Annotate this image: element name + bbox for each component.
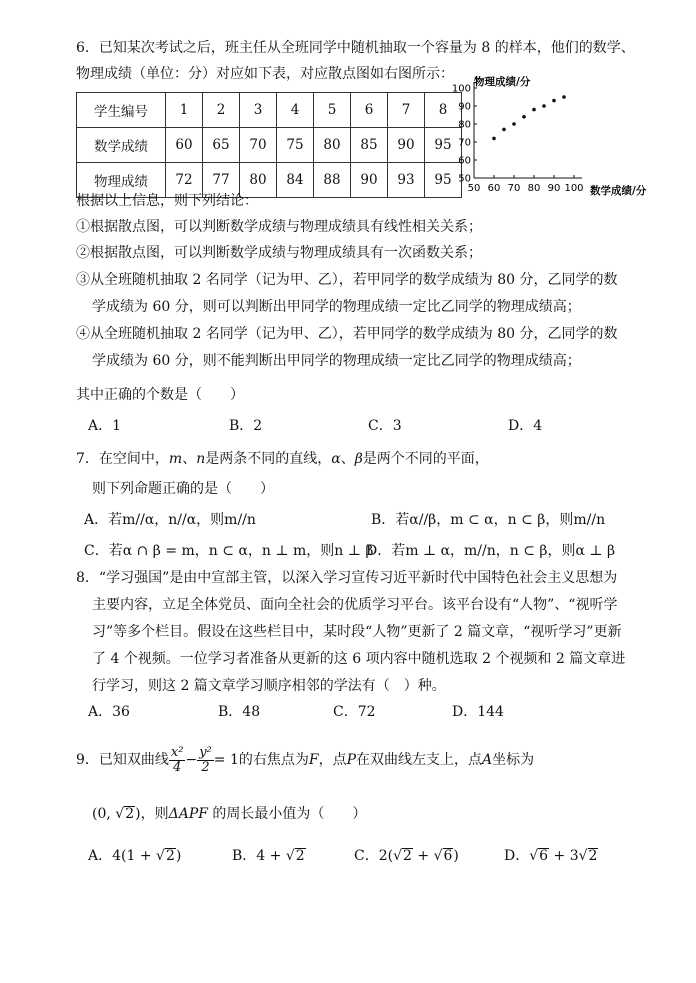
q7-var-m: m	[168, 451, 183, 467]
q7-stem	[76, 449, 489, 469]
q8-line4: 了 4 个视频。一位学习者准备从更新的这 6 项内容中随机选取 2 个视频和 2 篇文章进	[92, 651, 626, 667]
q7-option-c: C．若α ∩ β = m，n ⊂ α，n ⊥ m，则n ⊥ β	[84, 543, 374, 559]
q6-conclusion-3b: 学成绩为 60 分，则可以判断出甲同学的物理成绩一定比乙同学的物理成绩高；	[92, 299, 581, 315]
sqrt-radicand: 2	[165, 848, 175, 864]
scatter-point	[522, 115, 526, 119]
table-cell: 85	[351, 128, 388, 163]
option-text: D．	[504, 848, 530, 864]
q6-conclusion-4b: 学成绩为 60 分，则不能判断出甲同学的物理成绩一定比乙同学的物理成绩高；	[92, 353, 581, 369]
y-tick-label: 70	[458, 137, 471, 149]
q8-line5: 行学习，则这 2 篇文章学习顺序相邻的学法有（ ）种。	[92, 678, 446, 694]
q6-stem-line2: 物理成绩（单位：分）对应如下表，对应散点图如右图所示：	[76, 66, 454, 82]
q7-stem-text: 、	[340, 451, 355, 467]
x-tick-label: 50	[467, 183, 481, 194]
q9-point-text: (0,	[92, 806, 116, 822]
table-cell: 5	[314, 93, 351, 128]
table-cell: 7	[388, 93, 425, 128]
x-tick-label: 90	[547, 183, 561, 194]
q8-option-b: B．48	[218, 704, 261, 720]
q6-option-d: D．4	[508, 418, 543, 434]
q9-stem-text: = 1的右焦点为	[213, 752, 309, 768]
scatter-point	[542, 104, 546, 108]
scatter-point	[512, 122, 516, 126]
row-header: 物理成绩	[77, 163, 166, 198]
q6-question: 其中正确的个数是（ ）	[76, 387, 244, 403]
q8-option-d: D．144	[452, 704, 504, 720]
option-text: A．4(1 +	[88, 848, 157, 864]
q6-conclusion-3a: ③从全班随机抽取 2 名同学（记为甲、乙），若甲同学的数学成绩为 80 分，乙同学的数	[76, 272, 618, 288]
option-text: +	[412, 848, 434, 864]
sqrt-radicand: 2	[125, 806, 135, 822]
q9-option-b: B．4 + √2	[232, 848, 305, 864]
q9-option-a: A．4(1 + √2)	[88, 848, 182, 864]
y-tick-label: 60	[458, 155, 471, 167]
row-header: 学生编号	[77, 93, 166, 128]
q9-var-a: A	[482, 752, 493, 768]
q8-option-c: C．72	[333, 704, 376, 720]
q7-var-beta: β	[354, 451, 363, 467]
option-text: )	[175, 848, 182, 864]
q6-conclusion-2: ②根据散点图，可以判断数学成绩与物理成绩具有一次函数关系；	[76, 245, 482, 261]
fraction-x	[169, 746, 186, 775]
q7-stem-line2: 则下列命题正确的是（ ）	[92, 481, 274, 497]
q6-lead: 根据以上信息，则下列结论：	[76, 193, 258, 209]
q9-stem-text: 在双曲线左支上，点	[356, 752, 482, 768]
fraction-denominator: 2	[201, 759, 210, 775]
row-header: 数学成绩	[77, 128, 166, 163]
q9-option-c: C．2(√2 + √6)	[354, 848, 459, 864]
table-cell: 93	[388, 163, 425, 198]
q9-option-d: D．√6 + 3√2	[504, 848, 598, 864]
q6-option-c: C．3	[368, 418, 402, 434]
fraction-y	[197, 746, 214, 775]
table-cell: 80	[240, 163, 277, 198]
table-cell: 6	[351, 93, 388, 128]
x-tick-label: 70	[507, 183, 521, 194]
table-cell: 2	[203, 93, 240, 128]
q7-stem-text: 是两个不同的平面，	[362, 451, 489, 467]
q6-conclusion-4a: ④从全班随机抽取 2 名同学（记为甲、乙），若甲同学的数学成绩为 80 分，乙同学的数	[76, 326, 618, 342]
option-text: B．4 +	[232, 848, 286, 864]
table-cell: 75	[277, 128, 314, 163]
scatter-point	[492, 137, 496, 141]
table-cell: 70	[240, 128, 277, 163]
q9-stem	[76, 742, 534, 778]
x-tick-label: 80	[527, 183, 541, 194]
sqrt-radicand: 6	[539, 848, 549, 864]
table-cell: 95	[425, 163, 462, 198]
scatter-point	[502, 128, 506, 132]
scatter-plot	[452, 70, 664, 202]
y-axis-label: 物理成绩/分	[474, 76, 531, 88]
option-text: + 3	[549, 848, 579, 864]
table-cell: 4	[277, 93, 314, 128]
q6-option-a: A．1	[88, 418, 122, 434]
scatter-point	[532, 108, 536, 112]
q7-var-n: n	[196, 451, 206, 467]
score-table	[76, 92, 462, 198]
fraction-numerator: y²	[199, 744, 212, 760]
q7-var-alpha: α	[331, 451, 341, 467]
table-row	[77, 93, 462, 128]
q7-stem-text: 、	[182, 451, 197, 467]
q6-conclusion-1: ①根据散点图，可以判断数学成绩与物理成绩具有线性相关关系；	[76, 219, 482, 235]
q9-var-f: F	[308, 752, 319, 768]
sqrt-radicand: 6	[443, 848, 453, 864]
x-tick-label: 100	[564, 183, 584, 194]
table-cell: 8	[425, 93, 462, 128]
x-axis-label: 数学成绩/分	[590, 185, 647, 197]
q7-stem-text: 是两条不同的直线，	[205, 451, 332, 467]
y-tick-label: 50	[458, 173, 471, 185]
y-tick-label: 100	[452, 83, 471, 95]
q9-stem-text: 9．已知双曲线	[76, 752, 169, 768]
table-cell: 84	[277, 163, 314, 198]
q9-var-p: P	[346, 752, 356, 768]
table-cell: 90	[351, 163, 388, 198]
q9-triangle: ΔAPF	[168, 806, 208, 822]
x-tick-label: 60	[487, 183, 501, 194]
option-text: C．2(	[354, 848, 394, 864]
table-cell: 88	[314, 163, 351, 198]
q9-question: 的周长最小值为（ ）	[207, 806, 367, 822]
y-tick-label: 90	[458, 101, 471, 113]
option-text: )	[453, 848, 459, 864]
q7-option-b: B．若α//β，m ⊂ α，n ⊂ β，则m//n	[371, 512, 606, 528]
fraction-denominator: 4	[173, 759, 182, 775]
q9-stem-line2: (0, √2)，则ΔAPF 的周长最小值为（ ）	[92, 806, 367, 822]
table-cell: 90	[388, 128, 425, 163]
q9-point-text: )，则	[135, 806, 169, 822]
q9-stem-text: ，点	[318, 752, 347, 768]
q7-option-a: A．若m//α，n//α，则m//n	[84, 512, 256, 528]
table-cell: 72	[166, 163, 203, 198]
table-row	[77, 128, 462, 163]
scatter-point	[552, 99, 556, 103]
scatter-point	[562, 95, 566, 99]
sqrt-radicand: 2	[403, 848, 412, 864]
y-tick-label: 80	[458, 119, 471, 131]
q7-stem-text: 7．在空间中，	[76, 451, 169, 467]
q8-option-a: A．36	[88, 704, 130, 720]
table-cell: 80	[314, 128, 351, 163]
table-cell: 65	[203, 128, 240, 163]
q8-line3: 习”等多个栏目。假设在这些栏目中，某时段“人物”更新了 2 篇文章，“视听学习”更新	[92, 624, 622, 640]
table-cell: 95	[425, 128, 462, 163]
table-cell: 77	[203, 163, 240, 198]
q8-line2: 主要内容，立足全体党员、面向全社会的优质学习平台。该平台设有“人物”、“视听学	[92, 597, 618, 613]
sqrt-radicand: 2	[588, 848, 598, 864]
sqrt-radicand: 2	[295, 848, 305, 864]
q6-option-b: B．2	[229, 418, 263, 434]
minus-sign: −	[185, 752, 198, 768]
q7-option-d: D．若m ⊥ α，m//n，n ⊂ β，则α ⊥ β	[366, 543, 616, 559]
table-cell: 1	[166, 93, 203, 128]
q8-line1: 8．“学习强国”是由中宣部主管，以深入学习宣传习近平新时代中国特色社会主义思想为	[76, 570, 618, 586]
q9-stem-text: 坐标为	[492, 752, 535, 768]
q6-stem-line1: 6．已知某次考试之后，班主任从全班同学中随机抽取一个容量为 8 的样本，他们的数学、	[76, 40, 635, 56]
table-cell: 3	[240, 93, 277, 128]
table-cell: 60	[166, 128, 203, 163]
fraction-numerator: x²	[170, 744, 184, 760]
